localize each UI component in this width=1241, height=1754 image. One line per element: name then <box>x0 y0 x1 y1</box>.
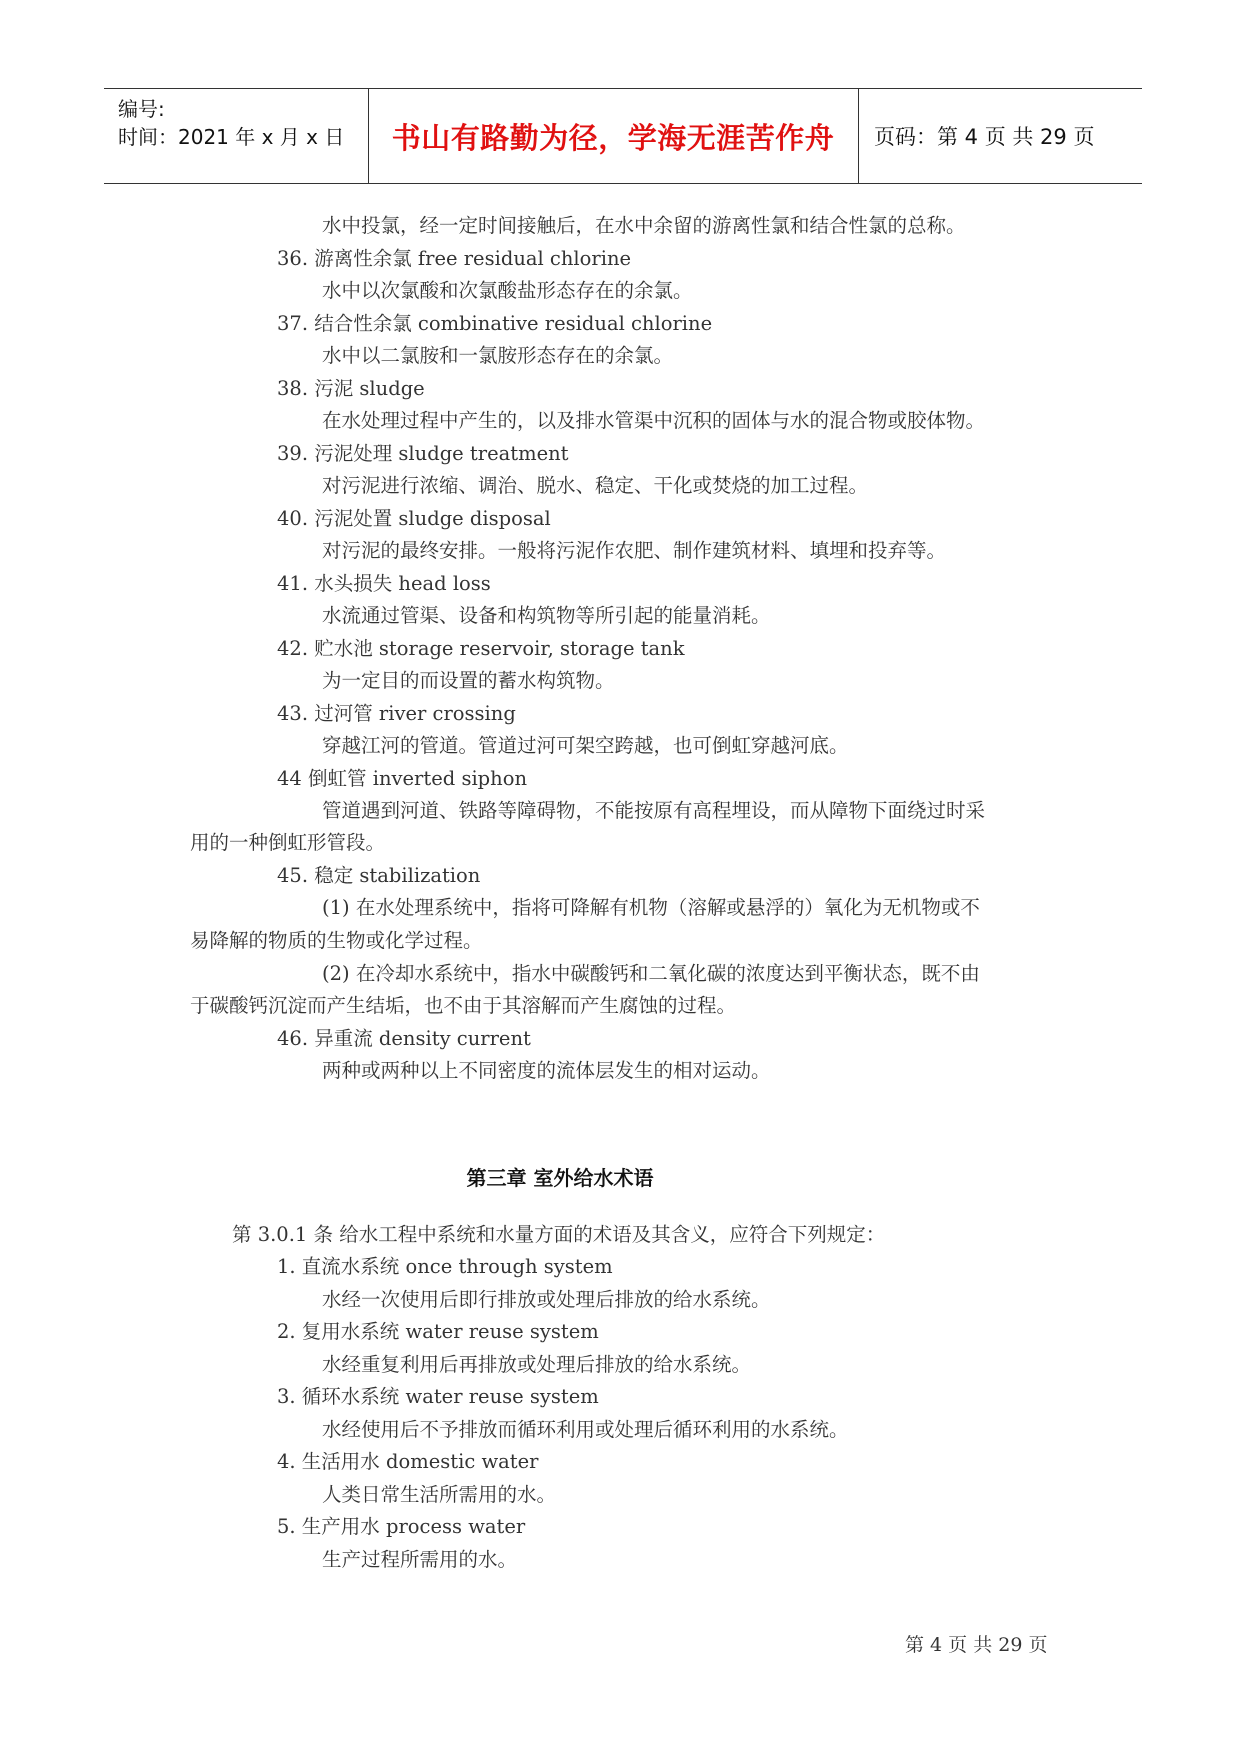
term-line: 41. 水头损失 head loss <box>277 572 491 595</box>
page-footer: 第 4 页 共 29 页 <box>905 1634 1048 1656</box>
definition-line: 人类日常生活所需用的水。 <box>322 1483 557 1506</box>
definition-line: (2) 在冷却水系统中，指水中碳酸钙和二氧化碳的浓度达到平衡状态，既不由 <box>322 962 980 985</box>
definition-line: 对污泥的最终安排。一般将污泥作农肥、制作建筑材料、填埋和投弃等。 <box>322 539 947 562</box>
definition-line: 管道遇到河道、铁路等障碍物，不能按原有高程埋设，而从障物下面绕过时采 <box>322 799 986 822</box>
term-line: 3. 循环水系统 water reuse system <box>277 1385 599 1408</box>
term-line: 36. 游离性余氯 free residual chlorine <box>277 247 632 270</box>
term-line: 46. 异重流 density current <box>277 1027 531 1050</box>
chapter-title: 第三章 室外给水术语 <box>466 1166 654 1190</box>
term-line: 45. 稳定 stabilization <box>277 864 481 887</box>
term-line: 2. 复用水系统 water reuse system <box>277 1320 599 1343</box>
definition-line: 易降解的物质的生物或化学过程。 <box>190 929 483 952</box>
term-line: 42. 贮水池 storage reservoir, storage tank <box>277 637 685 660</box>
clause-line: 第 3.0.1 条 给水工程中系统和水量方面的术语及其含义，应符合下列规定： <box>232 1223 886 1246</box>
definition-line: 用的一种倒虹形管段。 <box>190 831 386 854</box>
number-label: 编号: <box>118 97 165 121</box>
definition-line: 水中投氯，经一定时间接触后，在水中余留的游离性氯和结合性氯的总称。 <box>322 214 966 237</box>
term-line: 37. 结合性余氯 combinative residual chlorine <box>277 312 713 335</box>
page-label: 页码：第 4 页 共 29 页 <box>874 125 1095 149</box>
term-line: 38. 污泥 sludge <box>277 377 425 400</box>
definition-line: 水流通过管渠、设备和构筑物等所引起的能量消耗。 <box>322 604 771 627</box>
term-line: 1. 直流水系统 once through system <box>277 1255 613 1278</box>
definition-line: (1) 在水处理系统中，指将可降解有机物（溶解或悬浮的）氧化为无机物或不 <box>322 896 980 919</box>
term-line: 39. 污泥处理 sludge treatment <box>277 442 569 465</box>
term-line: 4. 生活用水 domestic water <box>277 1450 539 1473</box>
term-line: 44 倒虹管 inverted siphon <box>277 767 528 790</box>
definition-line: 水经重复利用后再排放或处理后排放的给水系统。 <box>322 1353 752 1376</box>
motto: 书山有路勤为径，学海无涯苦作舟 <box>391 120 835 155</box>
definition-line: 穿越江河的管道。管道过河可架空跨越，也可倒虹穿越河底。 <box>322 734 849 757</box>
definition-line: 水经一次使用后即行排放或处理后排放的给水系统。 <box>322 1288 771 1311</box>
definition-line: 水中以二氯胺和一氯胺形态存在的余氯。 <box>322 344 674 367</box>
term-line: 5. 生产用水 process water <box>277 1515 526 1538</box>
definition-line: 为一定目的而设置的蓄水构筑物。 <box>322 669 615 692</box>
definition-line: 生产过程所需用的水。 <box>322 1548 518 1571</box>
definition-line: 于碳酸钙沉淀而产生结垢，也不由于其溶解而产生腐蚀的过程。 <box>190 994 737 1017</box>
definition-line: 水中以次氯酸和次氯酸盐形态存在的余氯。 <box>322 279 693 302</box>
definition-line: 对污泥进行浓缩、调治、脱水、稳定、干化或焚烧的加工过程。 <box>322 474 869 497</box>
time-label: 时间：2021 年 x 月 x 日 <box>118 125 345 149</box>
term-line: 40. 污泥处置 sludge disposal <box>277 507 551 530</box>
definition-line: 两种或两种以上不同密度的流体层发生的相对运动。 <box>322 1059 771 1082</box>
term-line: 43. 过河管 river crossing <box>277 702 516 725</box>
definition-line: 在水处理过程中产生的，以及排水管渠中沉积的固体与水的混合物或胶体物。 <box>322 409 986 432</box>
definition-line: 水经使用后不予排放而循环利用或处理后循环利用的水系统。 <box>322 1418 849 1441</box>
